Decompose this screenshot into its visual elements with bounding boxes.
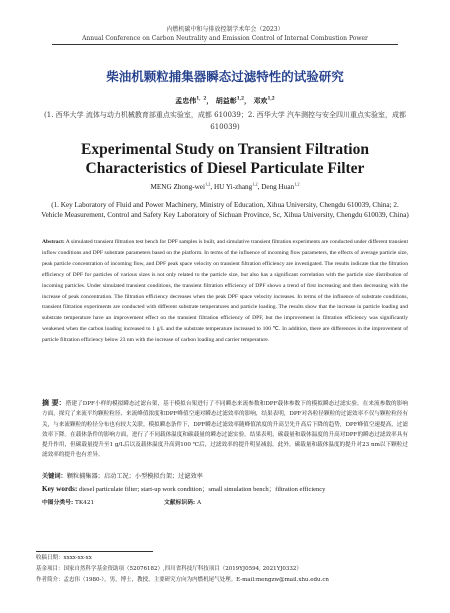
author-sup: 1,2 — [204, 181, 211, 187]
author-name: HU Yi-zhang — [213, 183, 253, 191]
zh-abstract-label: 摘 要： — [42, 398, 66, 407]
classification-value: TK421 — [74, 500, 95, 506]
abstract-label: Abstract: — [42, 239, 65, 245]
classification-number — [42, 497, 94, 506]
classification-label: 中图分类号: — [42, 500, 74, 506]
keywords-zh-label: 关键词： — [42, 473, 67, 480]
english-title: Experimental Study on Transient Filtration Characteristics of Diesel Particulate Filter — [81, 141, 369, 177]
english-abstract — [42, 237, 408, 346]
running-header-cn: 内燃机碳中和与排放控制学术年会（2023） — [166, 26, 284, 33]
author-sup: 1,2 — [294, 181, 300, 187]
document-code-value: A — [196, 500, 202, 506]
english-authors: MENG Zhong-wei$^{1,2}$, HU Yi-zhang$^{1,2}$, Deng Huan$^{1,2}$ — [150, 181, 300, 191]
keywords-en-label: Key words: — [42, 485, 78, 493]
english-affiliation: (1. Key Laboratory of Fluid and Power Machinery, Ministry of Education, Xihua University, Chengdu 610039, China; 2. Vehicle Measurement, Control and Safety Key Laboratory of Sichuan Province, Sc, Xihua University, Chengdu 610039, China) — [41, 201, 409, 219]
author-sup: 1，2 — [196, 95, 207, 101]
author-name: 邓欢 — [253, 96, 268, 105]
english-keywords — [42, 484, 408, 493]
chinese-authors: 孟忠伟$^{1,2}$， 胡益彰$^{1,2}$， 邓欢$^{1,2}$ — [175, 95, 275, 105]
author-sup: 1,2 — [267, 95, 275, 101]
chinese-keywords — [42, 471, 408, 480]
chinese-title: 柴油机颗粒捕集器瞬态过滤特性的试验研究 — [106, 69, 344, 84]
footnote-author: 作者简介：孟忠伟（1980-），男，博士，教授，主要研究方向为内燃机尾气处理。E-mail:mengzw@mail.xhu.edu.cn — [36, 577, 329, 583]
zh-abstract-text: 搭建了DPF小样的模拟瞬态过滤台架，基于模拟台架进行了不同瞬态来流参数和DPF载体参数下的模拟瞬态过滤实验。在来流参数的影响方面，探究了来流平均颗粒粒径、来流峰值浓度和DPF峰值空速对瞬态过滤效率的影响，结果表明，DPF对各粒径颗粒的过滤效率不仅与颗粒粒径有关，与来流颗粒的粒径分布也有较大关联。模拟瞬态条件下，DPF瞬态过滤效率随峰值浓度的升高呈先升高后下降的趋势，DPF峰值空速提高，过滤效率下降。在载体条件的影响方面，进行了不同载体温度和碳载量的瞬态过滤实验。结果表明，碳载量和载体温度的升高对DPF的瞬态过滤效率具有提升作用，但碳载量提升至1 g/L后以及载体温度升高到100 ℃后，过滤效率的提升明显减弱。此外，碳载量和载体温度的提升对23 nm以下颗粒过滤效率的提升也有差异。 — [42, 401, 409, 459]
keywords-en-text: diesel particulate filter; start-up work condition；small simulation bench；filtration efficiency — [78, 486, 326, 493]
author-sup: 1,2 — [252, 181, 258, 187]
footnote-received: 收稿日期：xxxx-xx-xx — [36, 555, 92, 561]
author-name: 胡益彰 — [215, 96, 237, 105]
chinese-affiliation: (1. 西华大学 流体与动力机械教育部重点实验室，成都 610039；2. 西华大学 汽车测控与安全四川重点实验室，成都 610039) — [44, 111, 406, 131]
chinese-abstract — [42, 398, 408, 461]
abstract-text: A simulated transient filtration test bench for DPF samples is built, and simulative transient filtration experiments are conducted under different transient inflow conditions and DPF substrate parameters based on the platform. In terms of the influence of incoming flow parameters, the effects of average particle size, peak particle concentration of incoming flow, and DPF peak space velocity on transient filtration efficiency are investigated. The results indicate that the filtration efficiency of DPF for particles of various sizes is not only related to the particle size, but also has a significant correlation with the particle size distribution of incoming particles. Under simulated transient conditions, the transient filtration efficiency of DPF shows a trend of first increasing and then decreasing with the increase of peak concentration. The filtration efficiency decreases when the peak DPF space velocity increases. In terms of the influence of substrate conditions, transient filtration experiments are conducted with different substrate temperatures and particle loading. The results show that the increase in particle loading and substrate temperature have an improvement effect on the transient filtration efficiency of DPF, but the improvement in filtration efficiency was significantly weakened when the carbon loading increased to 1 g/L and the substrate temperature increased to 100 ℃. In addition, there are differences in the improvement of particle filtration efficiency below 23 nm with the increase of carbon loading and carrier temperature. — [42, 239, 409, 344]
document-code-label: 文献标识码: — [164, 500, 196, 506]
author-name: MENG Zhong-wei — [150, 183, 205, 191]
author-sup: 1,2 — [236, 95, 244, 101]
author-name: 孟忠伟 — [175, 96, 197, 105]
footnote-rule — [36, 551, 153, 552]
footnote-fund: 基金项目：国家自然科学基金资助项（52076182）,四川省科技厅科技项目（2019YJ0594, 2021YJ0332） — [36, 566, 302, 572]
running-header-en: Annual Conference on Carbon Neutrality and Emission Control of Internal Combustion Power — [82, 35, 368, 42]
document-code — [164, 497, 201, 506]
author-name: Deng Huan — [261, 183, 295, 191]
header-rule — [52, 44, 398, 45]
keywords-zh-text: 颗粒捕集器；启动工况；小型模拟台架；过滤效率 — [66, 473, 203, 480]
